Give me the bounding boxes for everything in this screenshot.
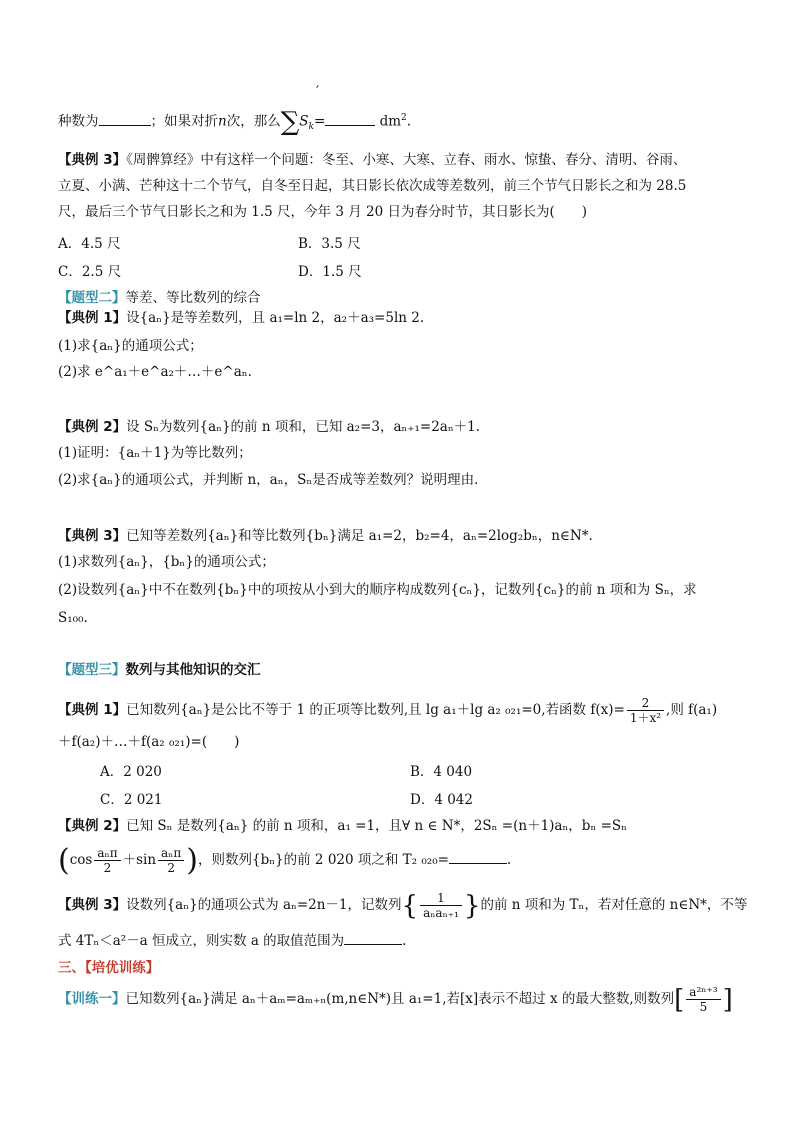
type2-heading (58, 288, 261, 308)
train-text: 已知数列{aₙ}满足 aₙ＋aₘ=aₘ₊ₙ(m,n∈N*)且 a₁=1,若[x]表示不超过 x 的最大整数,则数列 (125, 991, 675, 1007)
train1 (58, 984, 733, 1015)
type3-e3 (58, 890, 747, 921)
right-brace: } (463, 890, 481, 921)
example-tag: 【典例 3】 (58, 152, 127, 168)
left-bracket: [ (674, 984, 685, 1015)
example-text: 式 4Tₙ＜a²－a 恒成立，则实数 a 的取值范围为 (58, 933, 345, 949)
fraction: $\frac{2}{\text{1＋x²}}$ (627, 696, 664, 725)
choice-c[interactable]: C．2.5 尺 (58, 264, 122, 280)
type2-e3-q2: (2)设数列{aₙ}中不在数列{bₙ}中的项按从小到大的顺序构成数列{cₙ}，记数列{cₙ}的前 n 项和为 Sₙ，求 (58, 582, 697, 598)
example-text-end: 的前 n 项和为 Tₙ，若对任意的 n∈N*，不等 (480, 897, 748, 913)
example-text: 《周髀算经》中有这样一个问题：冬至、小寒、大寒、立春、雨水、惊蛰、春分、清明、谷雨、 (126, 152, 687, 168)
choice-b[interactable]: B．3.5 尺 (298, 236, 361, 252)
top-unit-sup: 2 (401, 113, 407, 123)
left-paren: ( (58, 842, 70, 878)
top-middle: ；如果对折 (150, 113, 218, 130)
top-prefix: 种数为 (58, 113, 99, 130)
choice-c[interactable]: C．2 021 (100, 792, 163, 808)
type3-e2-line2: (cos $\frac{\text{aₙπ}}{2}$ ＋sin $\frac{\text{aₙπ}}{2}$ )，则数列{bₙ}的前 2 020 项之和 T₂ ₀₂₀= . (58, 842, 512, 878)
example-text-end: ,则 f(a₁) (666, 702, 718, 718)
type2-e3-q1: (1)求数列{aₙ}，{bₙ}的通项公式； (58, 554, 275, 570)
type3-e3-line2: 式 4Tₙ＜a²－a 恒成立，则实数 a 的取值范围为 . (58, 930, 406, 951)
example3-line3: 尺，最后三个节气日影长之和为 1.5 尺，今年 3 月 20 日为春分时节，其日影长为( ) (58, 204, 588, 220)
type3-heading (58, 660, 261, 680)
type-tag: 【题型三】 (58, 662, 126, 678)
fraction: $\frac{1}{\text{aₙaₙ₊₁}}$ (420, 891, 462, 920)
example-text: 已知等差数列{aₙ}和等比数列{bₙ}满足 a₁=2，b₂=4，aₙ=2log₂bₙ，n∈N*. (126, 528, 593, 544)
type-tag: 【题型二】 (58, 290, 126, 306)
top-prime-mark: ′ (316, 84, 320, 100)
example-tag: 【典例 1】 (58, 310, 127, 326)
type3-e2 (58, 816, 627, 836)
right-bracket: ] (722, 984, 733, 1015)
train-tag: 【训练一】 (58, 991, 126, 1007)
example-tag: 【典例 2】 (58, 419, 127, 435)
cos-label: cos (69, 852, 93, 868)
answer-blank[interactable] (325, 111, 375, 126)
example-tag: 【典例 1】 (58, 702, 127, 718)
example-tag: 【典例 3】 (58, 897, 127, 913)
type2-e2-q1: (1)证明：{aₙ＋1}为等比数列； (58, 445, 252, 461)
example-text: 设{aₙ}是等差数列，且 a₁=ln 2，a₂＋a₃=5ln 2. (126, 310, 425, 326)
type2-e3-q2b: S₁₀₀. (58, 610, 88, 626)
fraction: $\frac{\text{aₙπ}}{2}$ (94, 846, 120, 875)
example-text-end: ，则数列{bₙ}的前 2 020 项之和 T₂ ₀₂₀= (197, 852, 449, 868)
example-tag: 【典例 3】 (58, 528, 127, 544)
answer-blank[interactable] (99, 111, 151, 126)
type2-e2-q2: (2)求{aₙ}的通项公式，并判断 n，aₙ，Sₙ是否成等差数列？说明理由. (58, 472, 479, 488)
example3-line2: 立夏、小满、芒种这十二个节气，自冬至日起，其日影长依次成等差数列，前三个节气日影长之和为 28.5 (58, 178, 687, 194)
choice-d[interactable]: D．4 042 (410, 792, 473, 808)
type2-e1-q1: (1)求{aₙ}的通项公式； (58, 338, 203, 354)
top-n: n (218, 113, 227, 130)
type3-e1 (58, 696, 717, 725)
type3-e1-line2: ＋f(a₂)＋…＋f(a₂ ₀₂₁)=( ) (58, 734, 240, 750)
example3-line1 (58, 150, 686, 170)
type-title: 等差、等比数列的综合 (125, 290, 261, 306)
top-equals: = (313, 113, 326, 130)
answer-blank[interactable] (449, 849, 507, 864)
example-text: 已知数列{aₙ}是公比不等于 1 的正项等比数列,且 lg a₁＋lg a₂ ₀₂₁=0,若函数 f(x)= (126, 702, 625, 718)
example-text: 设数列{aₙ}的通项公式为 aₙ=2n－1，记数列 (126, 897, 402, 913)
type2-e1-q2: (2)求 e^a₁＋e^a₂＋…＋e^aₙ. (58, 364, 252, 380)
type2-e2 (58, 417, 480, 437)
choice-d[interactable]: D．1.5 尺 (298, 264, 362, 280)
type2-e1 (58, 308, 424, 328)
sum-symbol: ∑ (280, 107, 300, 137)
top-unit: dm (379, 113, 402, 130)
top-line (58, 108, 411, 137)
top-end: . (406, 113, 412, 130)
example-text: 设 Sₙ为数列{aₙ}的前 n 项和，已知 a₂=3，aₙ₊₁=2aₙ＋1. (126, 419, 481, 435)
fraction: $\frac{\text{aₙπ}}{2}$ (158, 846, 184, 875)
example-tag: 【典例 2】 (58, 818, 127, 834)
example-text: 已知 Sₙ 是数列{aₙ} 的前 n 项和，a₁ =1，且∀ n ∈ N*，2Sₙ =(n＋1)aₙ，bₙ =Sₙ (126, 818, 627, 834)
left-brace: { (401, 890, 419, 921)
choice-a[interactable]: A．4.5 尺 (58, 236, 121, 252)
top-middle2: 次，那么 (226, 113, 281, 130)
answer-blank[interactable] (344, 930, 402, 945)
sum-term: S (299, 113, 309, 130)
section3-title: 三、【培优训练】 (58, 960, 160, 976)
plus-sin: ＋sin (122, 852, 157, 868)
choice-a[interactable]: A．2 020 (100, 764, 162, 780)
type2-e3 (58, 526, 593, 546)
fraction: $\frac{\text{a²ⁿ⁺³}}{5}$ (686, 985, 720, 1014)
right-paren: ) (186, 842, 198, 878)
choice-b[interactable]: B．4 040 (410, 764, 473, 780)
sum-sub: k (308, 122, 314, 133)
type-title: 数列与其他知识的交汇 (125, 662, 261, 678)
